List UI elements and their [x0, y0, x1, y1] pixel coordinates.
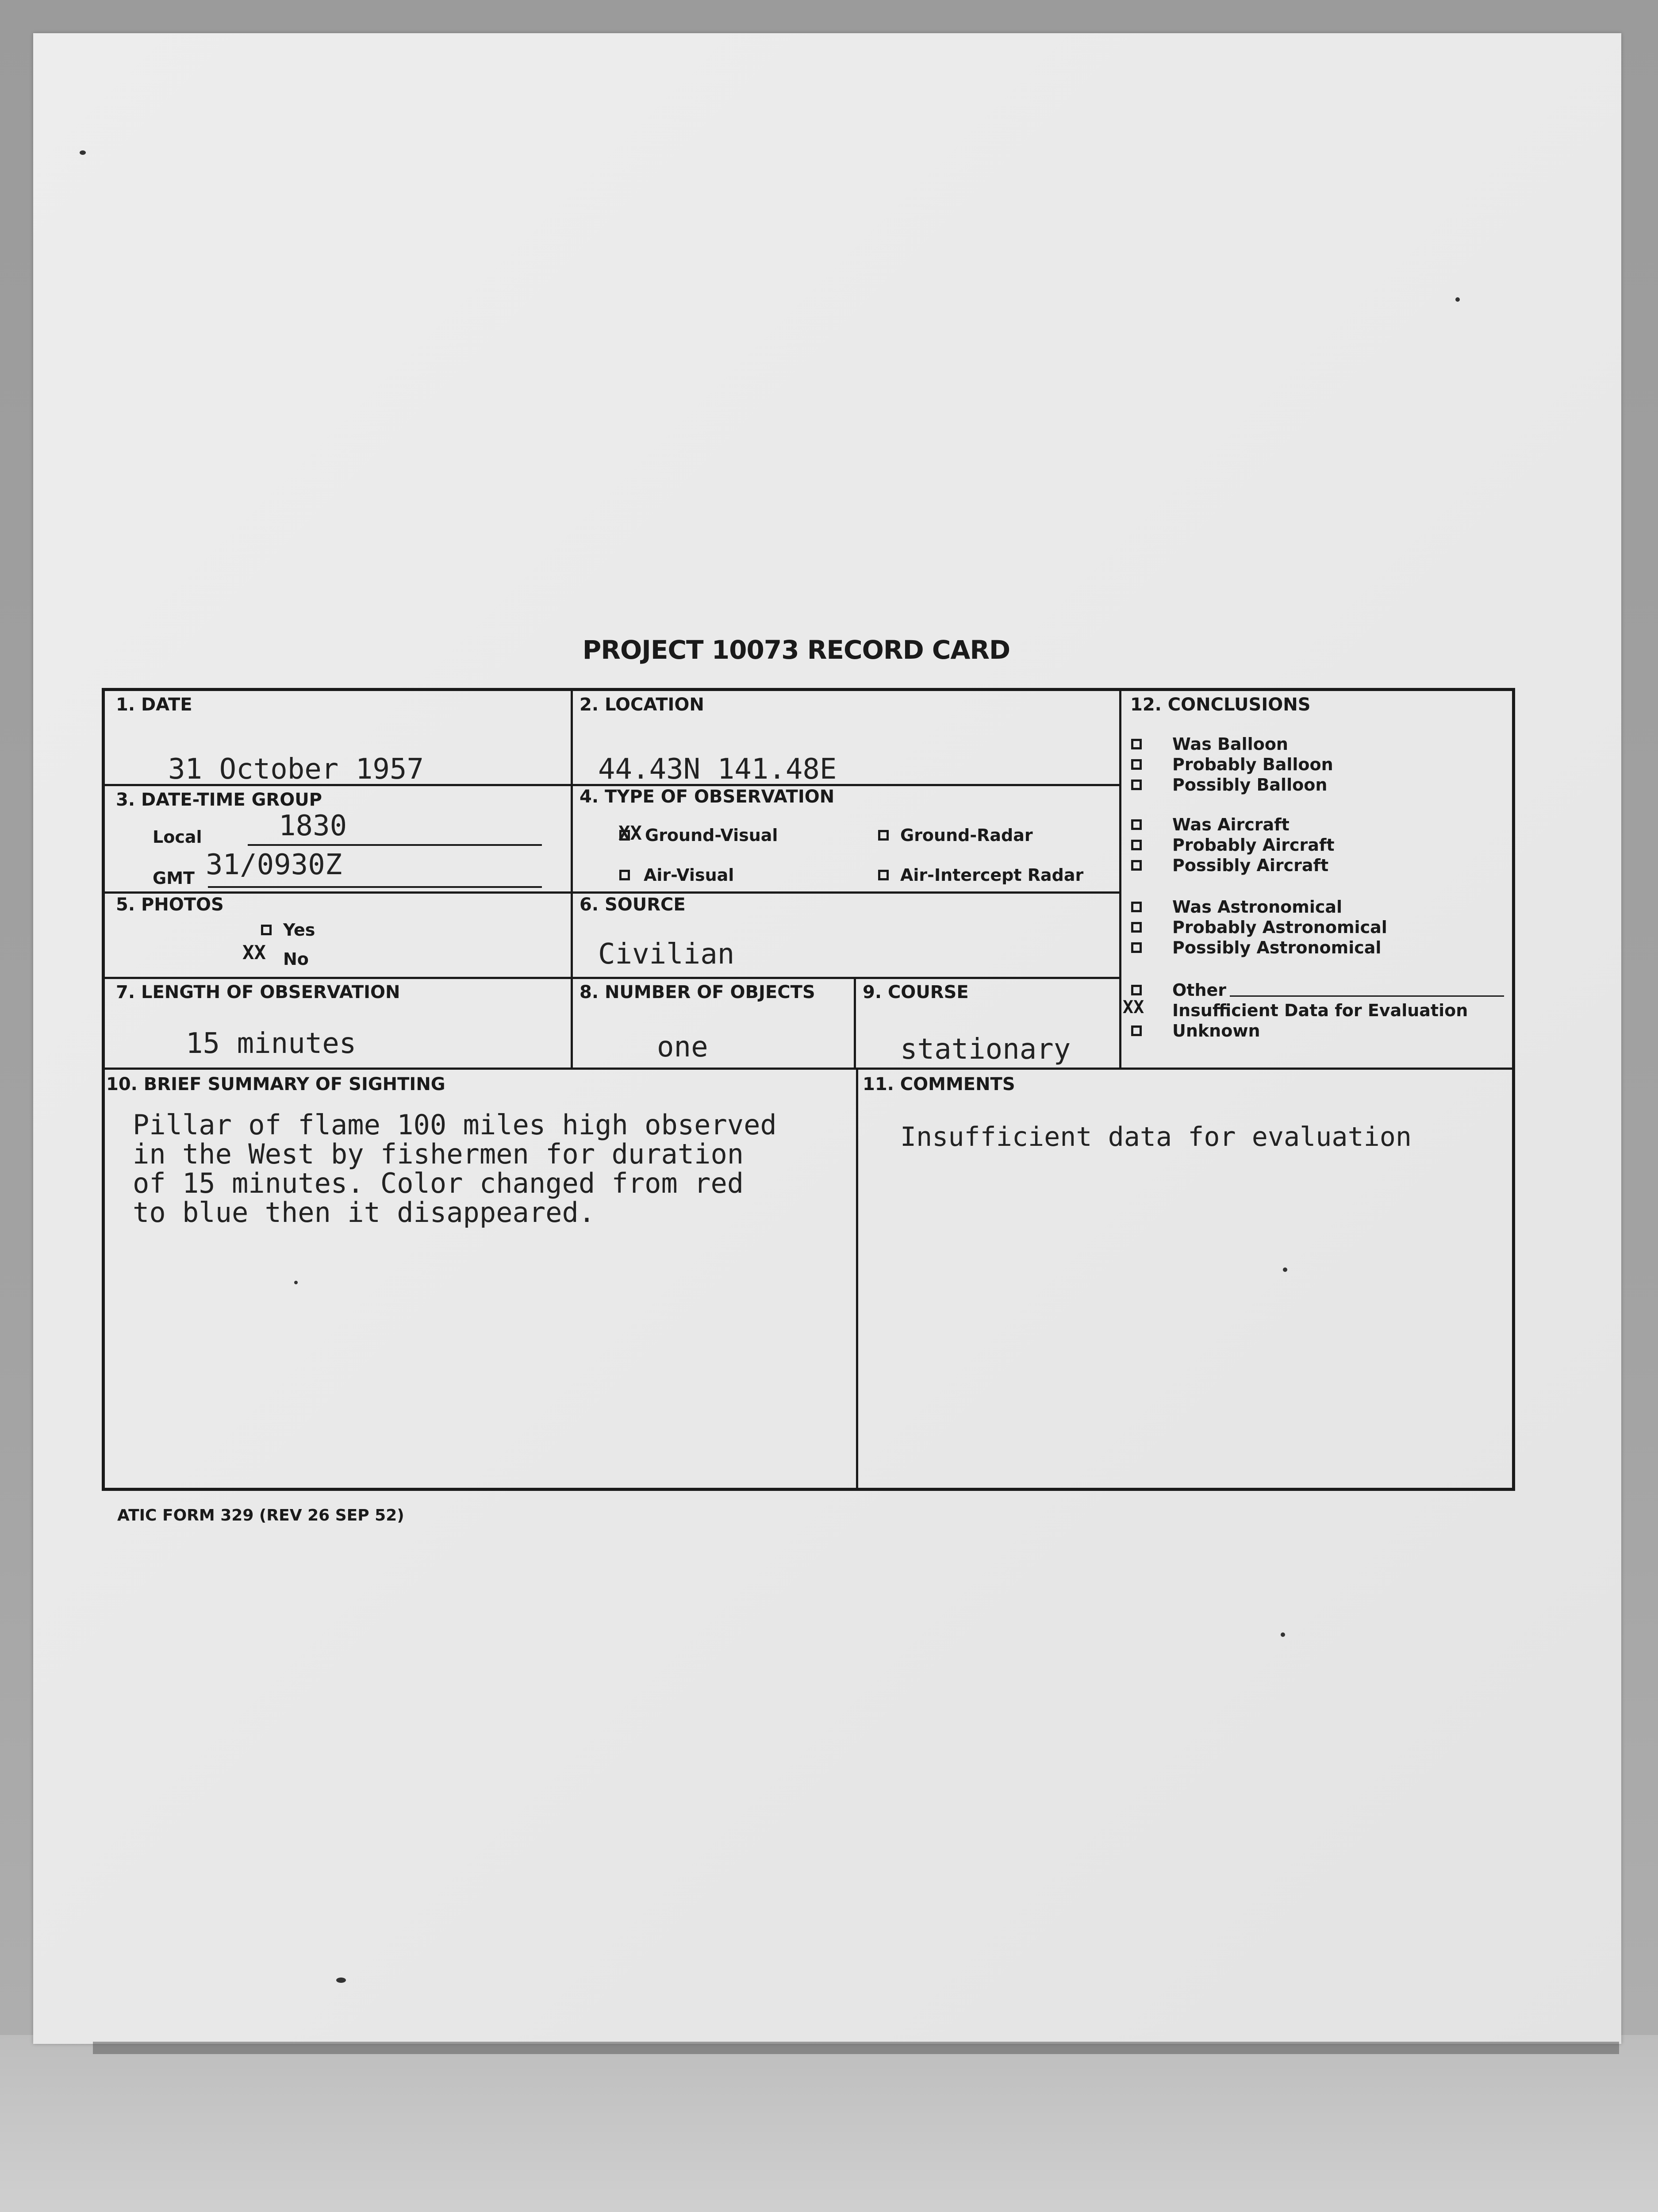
dust-speck: [1455, 297, 1460, 302]
local-value: 1830: [279, 810, 347, 842]
summary-label: 10. BRIEF SUMMARY OF SIGHTING: [106, 1074, 445, 1094]
checkbox-other[interactable]: [1131, 985, 1142, 995]
conclusion-probably-aircraft: Probably Aircraft: [1172, 835, 1335, 855]
conclusion-unknown: Unknown: [1172, 1021, 1260, 1041]
course-label: 9. COURSE: [863, 982, 969, 1002]
checkbox-possibly-astronomical[interactable]: [1131, 942, 1142, 953]
length-of-observation-label: 7. LENGTH OF OBSERVATION: [116, 982, 400, 1002]
air-intercept-radar-label: Air-Intercept Radar: [900, 865, 1084, 885]
type-of-observation-label: 4. TYPE OF OBSERVATION: [580, 787, 835, 807]
summary-text: Pillar of flame 100 miles high observed in the West by fishermen for duration of 15 minutes. Color changed from red to blue then it disappeared.: [133, 1109, 777, 1229]
checkbox-air-intercept-radar[interactable]: [878, 870, 889, 880]
gmt-value: 31/0930Z: [206, 849, 342, 881]
conclusion-insufficient-data: Insufficient Data for Evaluation: [1172, 1001, 1468, 1020]
checkbox-probably-aircraft[interactable]: [1131, 840, 1142, 850]
source-value: Civilian: [598, 938, 735, 971]
dust-speck: [1281, 1632, 1285, 1637]
insufficient-data-x-mark: XX: [1123, 997, 1144, 1018]
checkbox-probably-balloon[interactable]: [1131, 759, 1142, 770]
location-value: 44.43N 141.48E: [598, 753, 837, 786]
date-time-group-label: 3. DATE-TIME GROUP: [116, 790, 322, 810]
local-label: Local: [153, 827, 202, 847]
checkbox-was-astronomical[interactable]: [1131, 902, 1142, 912]
checkbox-ground-radar[interactable]: [878, 830, 889, 841]
conclusion-was-aircraft: Was Aircraft: [1172, 815, 1290, 834]
checkbox-photos-yes[interactable]: [261, 925, 272, 935]
divider-col2: [1119, 689, 1121, 1068]
divider-col8-9: [854, 978, 856, 1068]
divider-col1: [571, 689, 573, 1070]
air-visual-label: Air-Visual: [644, 865, 734, 885]
checkbox-was-aircraft[interactable]: [1131, 819, 1142, 830]
rule-row3: [103, 977, 1121, 979]
form-number-footer: ATIC FORM 329 (REV 26 SEP 52): [117, 1506, 404, 1525]
photos-no-label: No: [283, 949, 309, 969]
gmt-label: GMT: [153, 868, 195, 888]
conclusion-possibly-balloon: Possibly Balloon: [1172, 775, 1328, 795]
sheet-bottom-shadow: [93, 2042, 1619, 2054]
conclusion-probably-balloon: Probably Balloon: [1172, 755, 1333, 774]
source-label: 6. SOURCE: [580, 895, 686, 915]
rule-row2: [103, 891, 1121, 894]
comments-label: 11. COMMENTS: [863, 1074, 1015, 1094]
conclusion-was-balloon: Was Balloon: [1172, 734, 1288, 754]
checkbox-air-visual[interactable]: [619, 870, 630, 880]
location-label: 2. LOCATION: [580, 695, 704, 715]
conclusions-label: 12. CONCLUSIONS: [1130, 695, 1311, 715]
dust-speck: [80, 150, 86, 155]
checkbox-was-balloon[interactable]: [1131, 739, 1142, 749]
dust-speck: [336, 1978, 346, 1983]
checkbox-unknown[interactable]: [1131, 1025, 1142, 1036]
number-of-objects-label: 8. NUMBER OF OBJECTS: [580, 982, 815, 1002]
rule-row4: [103, 1068, 1514, 1070]
photos-no-x-mark: XX: [242, 941, 266, 964]
ground-visual-x-mark: XX: [618, 822, 642, 845]
checkbox-possibly-balloon[interactable]: [1131, 780, 1142, 790]
comments-value: Insufficient data for evaluation: [900, 1121, 1412, 1152]
photos-yes-label: Yes: [283, 920, 315, 940]
conclusion-other: Other: [1172, 980, 1227, 1000]
conclusion-was-astronomical: Was Astronomical: [1172, 897, 1343, 917]
number-of-objects-value: one: [657, 1031, 708, 1064]
length-of-observation-value: 15 minutes: [186, 1027, 357, 1060]
card-title: PROJECT 10073 RECORD CARD: [582, 635, 1010, 665]
conclusion-probably-astronomical: Probably Astronomical: [1172, 918, 1387, 937]
other-underline: [1230, 995, 1504, 997]
date-label: 1. DATE: [116, 695, 192, 715]
conclusion-possibly-aircraft: Possibly Aircraft: [1172, 856, 1329, 875]
conclusion-possibly-astronomical: Possibly Astronomical: [1172, 938, 1382, 957]
gmt-underline: [208, 886, 542, 888]
checkbox-probably-astronomical[interactable]: [1131, 922, 1142, 933]
ground-visual-label: Ground-Visual: [645, 826, 778, 845]
local-underline: [248, 844, 542, 846]
photos-label: 5. PHOTOS: [116, 895, 224, 915]
date-value: 31 October 1957: [168, 753, 424, 786]
scanner-lower-band: [0, 2035, 1658, 2212]
ground-radar-label: Ground-Radar: [900, 826, 1033, 845]
course-value: stationary: [900, 1033, 1071, 1066]
checkbox-possibly-aircraft[interactable]: [1131, 860, 1142, 871]
